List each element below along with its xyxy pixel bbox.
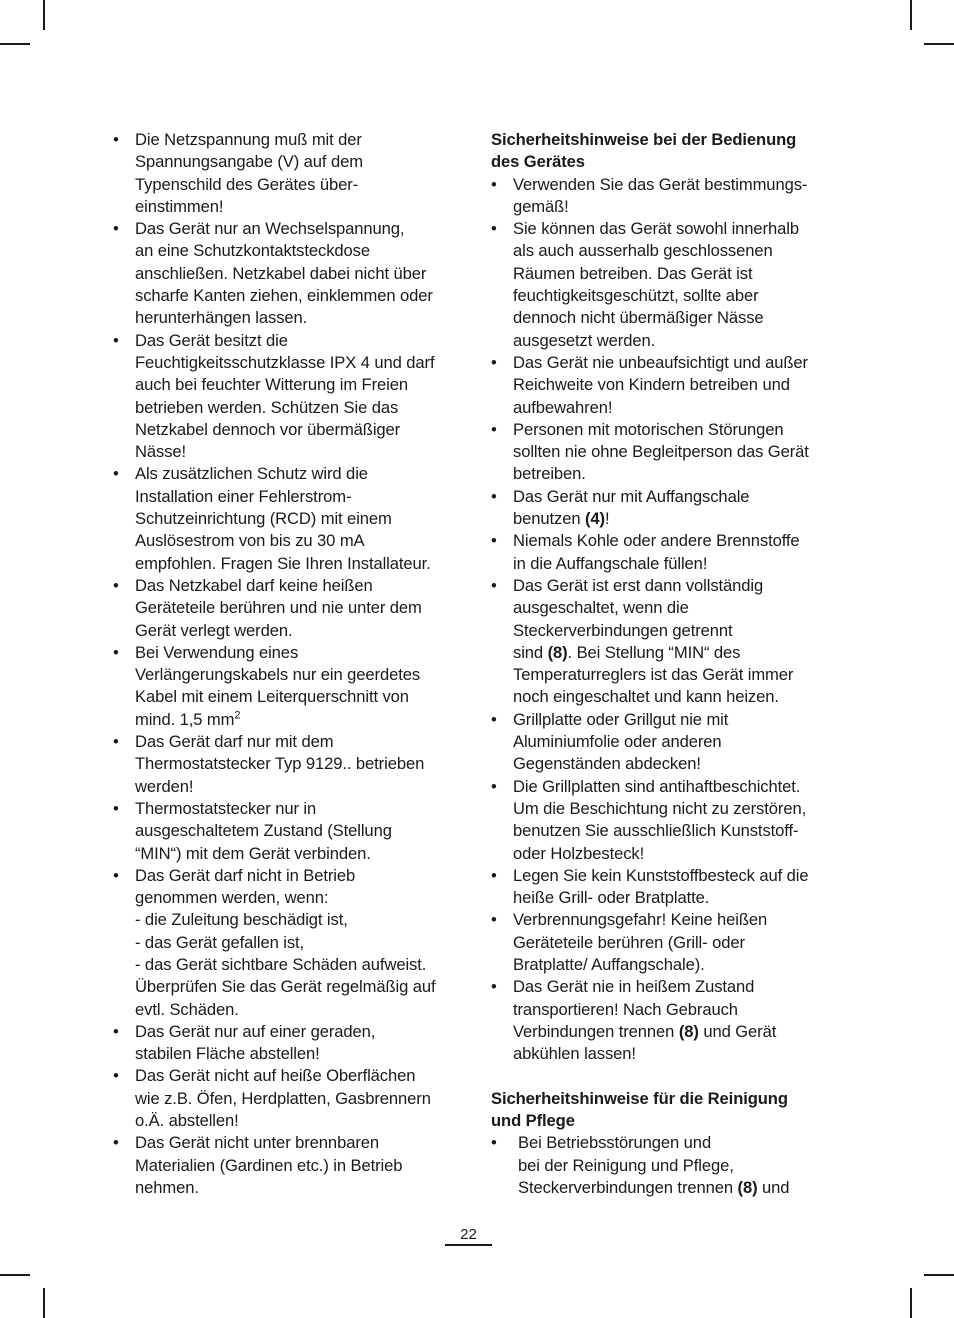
- bullet-icon: •: [113, 1021, 119, 1041]
- heading-line: Sicherheitshinweise bei der Bedienung: [491, 130, 797, 149]
- text-line: Geräteteile berühren (Grill- oder: [513, 932, 745, 952]
- left-column: [113, 129, 453, 1199]
- bullet-icon: •: [491, 486, 497, 506]
- text-line: Die Grillplatten sind antihaftbeschichtet.: [513, 776, 801, 796]
- text-line: stabilen Fläche abstellen!: [135, 1044, 320, 1064]
- text-line: bei der Reinigung und Pflege,: [518, 1155, 734, 1175]
- crop-mark: [43, 1288, 45, 1318]
- text-line: Thermostatstecker nur in: [135, 798, 317, 818]
- bullet-icon: •: [491, 531, 497, 551]
- bullet-icon: •: [491, 709, 497, 729]
- text-line: Bei Betriebsstörungen und: [518, 1133, 712, 1153]
- text-line: mind. 1,5 mm: [135, 709, 235, 729]
- list-item: [113, 330, 453, 464]
- text-line: Um die Beschichtung nicht zu zerstören,: [513, 798, 807, 818]
- text-line: anschließen. Netzkabel dabei nicht über: [135, 263, 427, 283]
- crop-mark: [0, 1274, 30, 1276]
- text-line: Gerät verlegt werden.: [135, 620, 293, 640]
- text-segment: und: [757, 1177, 790, 1197]
- list-item: [113, 731, 453, 798]
- bullet-icon: •: [113, 330, 119, 350]
- bullet-icon: •: [113, 1133, 119, 1153]
- text-line: Grillplatte oder Grillgut nie mit: [513, 709, 729, 729]
- list-item: [491, 218, 831, 352]
- text-line: ausgeschaltetem Zustand (Stellung: [135, 821, 392, 841]
- bullet-icon: •: [491, 977, 497, 997]
- bullet-icon: •: [113, 642, 119, 662]
- text-line: Gegenständen abdecken!: [513, 754, 701, 774]
- text-line: evtl. Schäden.: [135, 999, 239, 1019]
- text-line: Das Netzkabel darf keine heißen: [135, 575, 373, 595]
- text-line: Das Gerät nie in heißem Zustand: [513, 977, 755, 997]
- list-item: [113, 1065, 453, 1132]
- text-line: Nässe!: [135, 442, 187, 462]
- list-item: [491, 352, 831, 419]
- text-line: “MIN“) mit dem Gerät verbinden.: [135, 843, 371, 863]
- text-line: - die Zuleitung beschädigt ist,: [135, 910, 348, 930]
- bullet-icon: •: [491, 352, 497, 372]
- text-line: gemäß!: [513, 196, 569, 216]
- bullet-icon: •: [491, 910, 497, 930]
- text-segment: sind: [513, 642, 548, 662]
- text-line: Das Gerät nur auf einer geraden,: [135, 1021, 376, 1041]
- right-column: [491, 129, 831, 1199]
- text-line: empfohlen. Fragen Sie Ihren Installateur.: [135, 553, 431, 573]
- text-line: wie z.B. Öfen, Herdplatten, Gasbrennern: [135, 1088, 431, 1108]
- crop-mark: [910, 1288, 912, 1318]
- bullet-icon: •: [491, 776, 497, 796]
- bullet-icon: •: [491, 419, 497, 439]
- text-line: Bei Verwendung eines: [135, 642, 299, 662]
- text-line: Typenschild des Gerätes über-: [135, 174, 359, 194]
- text-line: Spannungsangabe (V) auf dem: [135, 152, 363, 172]
- text-line: Auslösestrom von bis zu 30 mA: [135, 531, 365, 551]
- text-line: Die Netzspannung muß mit der: [135, 130, 362, 149]
- list-item: [491, 776, 831, 865]
- text-line: Das Gerät darf nur mit dem: [135, 732, 334, 752]
- list-item: [113, 1021, 453, 1066]
- bullet-icon: •: [491, 575, 497, 595]
- text-line: abkühlen lassen!: [513, 1044, 636, 1064]
- heading-line: des Gerätes: [491, 152, 585, 172]
- part-reference: (8): [737, 1177, 758, 1197]
- safety-list-operation: [491, 174, 831, 1066]
- text-line: Überprüfen Sie das Gerät regelmäßig auf: [135, 977, 436, 997]
- text-line: dennoch nicht übermäßiger Nässe: [513, 308, 764, 328]
- text-line: Räumen betreiben. Das Gerät ist: [513, 263, 753, 283]
- text-line: Schutzeinrichtung (RCD) mit einem: [135, 509, 392, 529]
- bullet-icon: •: [113, 1066, 119, 1086]
- list-item: [113, 463, 453, 574]
- text-segment: !: [604, 509, 610, 529]
- text-line: Bratplatte/ Auffangschale).: [513, 954, 705, 974]
- text-line: Netzkabel dennoch vor übermäßiger: [135, 419, 401, 439]
- text-line: - das Gerät gefallen ist,: [135, 932, 305, 952]
- text-line: Das Gerät darf nicht in Betrieb: [135, 865, 356, 885]
- text-line: Personen mit motorischen Störungen: [513, 419, 784, 439]
- text-line: benutzen Sie ausschließlich Kunststoff-: [513, 821, 799, 841]
- list-item: [113, 865, 453, 1021]
- text-line: Das Gerät nie unbeaufsichtigt und außer: [513, 352, 808, 372]
- text-line: an eine Schutzkontaktsteckdose: [135, 241, 370, 261]
- text-line: herunterhängen lassen.: [135, 308, 308, 328]
- text-line: Sie können das Gerät sowohl innerhalb: [513, 219, 799, 239]
- text-line: Verlängerungskabels nur ein geerdetes: [135, 665, 421, 685]
- bullet-icon: •: [113, 798, 119, 818]
- text-line: transportieren! Nach Gebrauch: [513, 999, 738, 1019]
- text-line: werden!: [135, 776, 194, 796]
- bullet-icon: •: [113, 130, 119, 149]
- text-line: ausgesetzt werden.: [513, 330, 656, 350]
- text-line: Aluminiumfolie oder anderen: [513, 732, 722, 752]
- text-line: Steckerverbindungen getrennt: [513, 620, 733, 640]
- list-item: [491, 174, 831, 219]
- text-line: aufbewahren!: [513, 397, 613, 417]
- text-line: Das Gerät ist erst dann vollständig: [513, 575, 764, 595]
- list-item: [113, 642, 453, 731]
- text-line: Feuchtigkeitsschutzklasse IPX 4 und darf: [135, 352, 435, 372]
- text-line: o.Ä. abstellen!: [135, 1111, 239, 1131]
- heading-line: und Pflege: [491, 1111, 575, 1131]
- text-line: Das Gerät nicht auf heiße Oberflächen: [135, 1066, 416, 1086]
- list-item: [491, 419, 831, 486]
- superscript: 2: [234, 709, 241, 722]
- part-reference: (8): [547, 642, 568, 662]
- bullet-icon: •: [113, 732, 119, 752]
- text-line: noch eingeschaltet und kann heizen.: [513, 687, 779, 707]
- text-line: Temperaturreglers ist das Gerät immer: [513, 665, 794, 685]
- text-segment: . Bei Stellung “MIN“ des: [567, 642, 741, 662]
- list-item: [491, 575, 831, 709]
- text-line: Verbrennungsgefahr! Keine heißen: [513, 910, 768, 930]
- bullet-icon: •: [113, 575, 119, 595]
- text-segment: Steckerverbindungen trennen: [518, 1177, 738, 1197]
- list-item: [113, 798, 453, 865]
- list-item: [491, 909, 831, 976]
- text-segment: benutzen: [513, 509, 585, 529]
- bullet-icon: •: [491, 1133, 497, 1153]
- text-segment: und Gerät: [698, 1021, 777, 1041]
- text-line: einstimmen!: [135, 196, 224, 216]
- text-line: ausgeschaltet, wenn die: [513, 598, 689, 618]
- text-line: auch bei feuchter Witterung im Freien: [135, 375, 408, 395]
- safety-list-cleaning: [491, 1132, 831, 1199]
- text-line: Als zusätzlichen Schutz wird die: [135, 464, 368, 484]
- text-line: Verwenden Sie das Gerät bestimmungs-: [513, 174, 808, 194]
- text-line: Kabel mit einem Leiterquerschnitt von: [135, 687, 409, 707]
- text-line: Thermostatstecker Typ 9129.. betrieben: [135, 754, 425, 774]
- list-item: [113, 1132, 453, 1199]
- text-line: - das Gerät sichtbare Schäden aufweist.: [135, 954, 427, 974]
- text-line: Geräteteile berühren und nie unter dem: [135, 598, 422, 618]
- bullet-icon: •: [113, 219, 119, 239]
- text-segment: Verbindungen trennen: [513, 1021, 679, 1041]
- text-line: Niemals Kohle oder andere Brennstoffe: [513, 531, 800, 551]
- text-line: sollten nie ohne Begleitperson das Gerät: [513, 442, 809, 462]
- text-line: in die Auffangschale füllen!: [513, 553, 708, 573]
- text-line: betreiben.: [513, 464, 586, 484]
- text-line: Reichweite von Kindern betreiben und: [513, 375, 790, 395]
- text-line: Legen Sie kein Kunststoffbesteck auf die: [513, 865, 809, 885]
- text-line: Installation einer Fehlerstrom-: [135, 486, 352, 506]
- text-line: Das Gerät nicht unter brennbaren: [135, 1133, 380, 1153]
- text-line: Materialien (Gardinen etc.) in Betrieb: [135, 1155, 403, 1175]
- text-line: betrieben werden. Schützen Sie das: [135, 397, 399, 417]
- part-reference: (8): [678, 1021, 699, 1041]
- crop-mark: [0, 43, 30, 45]
- list-item: [491, 530, 831, 575]
- bullet-icon: •: [113, 865, 119, 885]
- bullet-icon: •: [113, 464, 119, 484]
- page-number: 22: [460, 1226, 477, 1243]
- list-item: [491, 1132, 831, 1199]
- text-line: nehmen.: [135, 1177, 199, 1197]
- heading-line: Sicherheitshinweise für die Reinigung: [491, 1088, 788, 1108]
- page-number-rule: [445, 1244, 492, 1246]
- section-spacer: [491, 1065, 831, 1087]
- text-line: als auch ausserhalb geschlossenen: [513, 241, 773, 261]
- text-line: Das Gerät besitzt die: [135, 330, 288, 350]
- list-item: [113, 129, 453, 218]
- section-heading-cleaning: [491, 1088, 831, 1133]
- safety-list-general: [113, 129, 453, 1199]
- text-line: scharfe Kanten ziehen, einklemmen oder: [135, 286, 433, 306]
- bullet-icon: •: [491, 219, 497, 239]
- part-reference: (4): [585, 509, 605, 529]
- list-item: [491, 486, 831, 531]
- crop-mark: [910, 0, 912, 30]
- text-line: feuchtigkeitsgeschützt, sollte aber: [513, 286, 759, 306]
- list-item: [491, 709, 831, 776]
- list-item: [113, 218, 453, 329]
- crop-mark: [924, 43, 954, 45]
- text-line: Das Gerät nur an Wechselspannung,: [135, 219, 405, 239]
- text-line: oder Holzbesteck!: [513, 843, 645, 863]
- bullet-icon: •: [491, 174, 497, 194]
- text-line: genommen werden, wenn:: [135, 888, 329, 908]
- list-item: [491, 976, 831, 1065]
- text-line: heiße Grill- oder Bratplatte.: [513, 888, 710, 908]
- section-heading-operation: [491, 129, 831, 174]
- list-item: [491, 865, 831, 910]
- bullet-icon: •: [491, 865, 497, 885]
- crop-mark: [43, 0, 45, 30]
- list-item: [113, 575, 453, 642]
- text-line: Das Gerät nur mit Auffangschale: [513, 486, 750, 506]
- crop-mark: [924, 1274, 954, 1276]
